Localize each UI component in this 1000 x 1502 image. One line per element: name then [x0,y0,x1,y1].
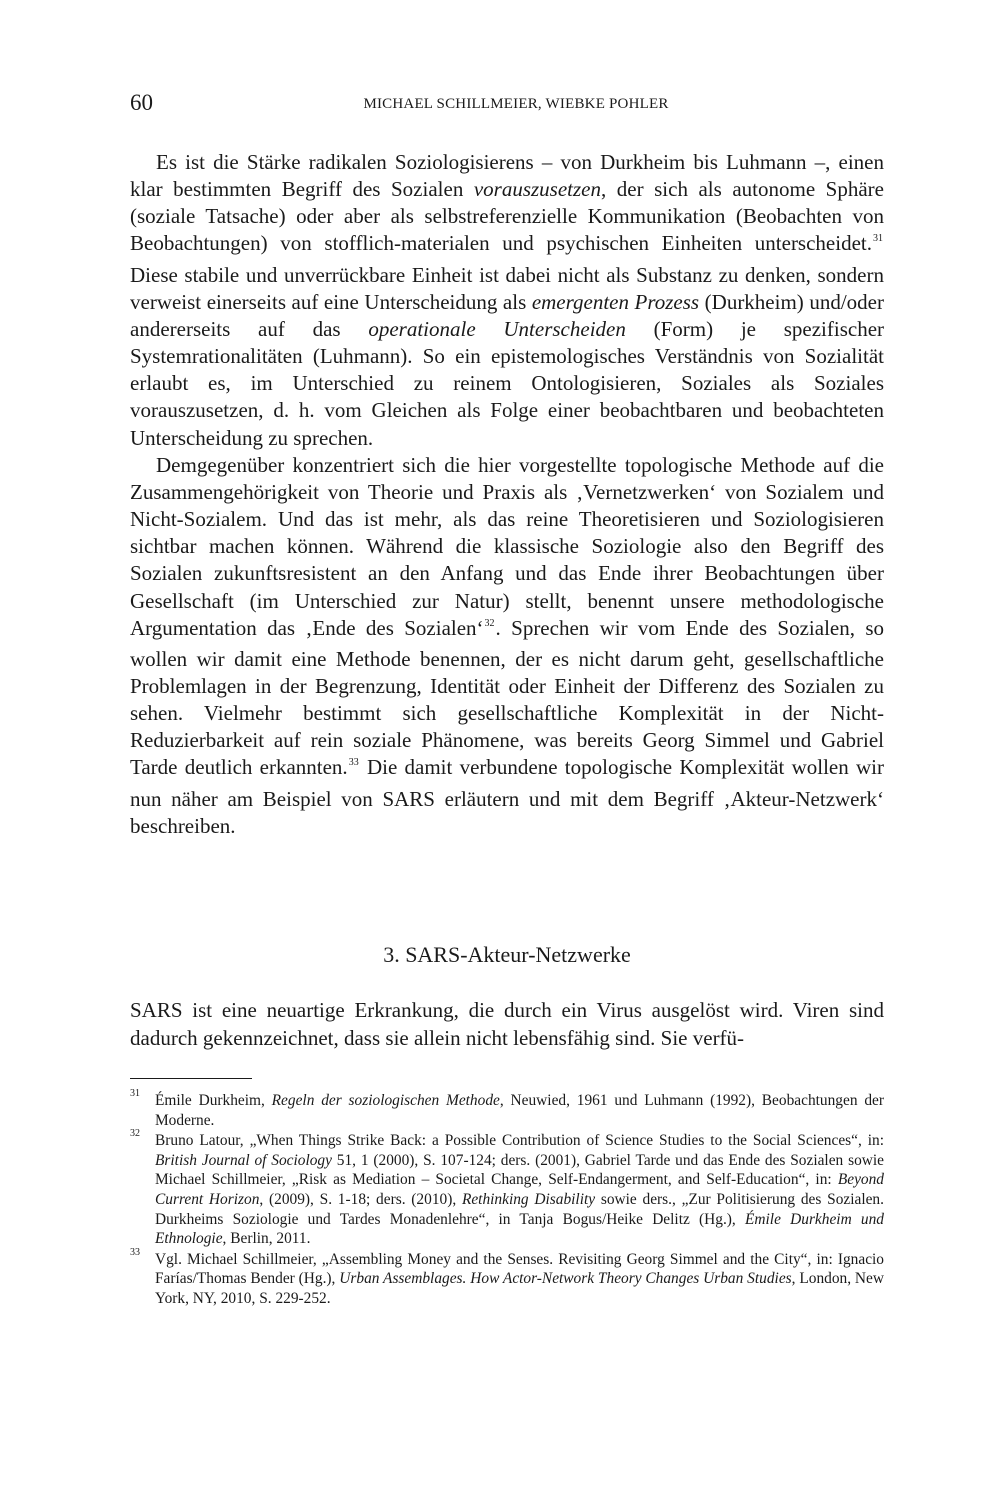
italic-run: British Journal of Sociology [155,1151,332,1169]
italic-run: emergenten Prozess [531,289,700,314]
running-head [130,90,884,120]
footnote-31 [130,1088,884,1130]
italic-run: Urban Assemblages. How Actor-Network Theory Changes Urban Studies [339,1270,792,1288]
text-run: (Form) je spezifischer Systemrationalitäten (Luhmann). So ein epistemologisches Verständnis von Sozialität erlaubt es, im Unterschied zu reinem Ontologisieren, Soziales als Soziales vorauszusetzen, d. h. vom Gleichen als Folge einer beobachtbaren und beobachteten Unterscheidung zu sprechen. [130,316,885,450]
text-run: Es ist die Stärke radikalen Soziologisierens – von Durkheim bis Luhmann –, einen klar bestimmten Begriff des Sozialen [130,150,884,202]
italic-run: Beyond Current Horizon [155,1171,884,1208]
running-head-authors: MICHAEL SCHILLMEIER, WIEBKE POHLER [363,96,669,112]
text-run: 51, 1 (2000), S. 107-124; ders. (2001), Gabriel Tarde und das Ende des Sozialen sowie Michael Schillmeier, „Risk as Mediation – Societal Change, Self-Endangerment, and Self-Education“, in: [155,1151,884,1189]
text-run: sowie ders., „Zur Politisierung des Sozialen. Durkheims Soziologie und Tardes Monadenlehre“, in Tanja Bogus/Heike Delitz (Hg.), [155,1190,884,1228]
italic-run: Émile Durkheim und Ethnologie [155,1210,884,1248]
italic-run: Regeln der soziologischen Methode [271,1092,500,1109]
italic-run: Rethinking Disability [461,1190,596,1208]
text-run: Diese stabile und unverrückbare Einheit ist dabei nicht als Substanz zu denken, sondern verweist einerseits auf eine Unterscheidung als [130,262,884,314]
text-run: , Neuwied, 1961 und Luhmann (1992), Beobachtungen der Moderne. [155,1092,884,1129]
text-run: Bruno Latour, „When Things Strike Back: a Possible Contribution of Science Studies to the Social Sciences“, in: [155,1132,884,1150]
italic-run: operationale Unterscheiden [368,316,626,341]
text-run: , Berlin, 2011. [222,1230,311,1248]
footnote-number: 31 [130,1088,140,1099]
footnote-number: 33 [130,1246,140,1258]
text-run: , der sich als autonome Sphäre (soziale Tatsache) oder aber als selbstreferenzielle Kommunikation (Beobachten von Beobachtungen) von stofflich-materialen und psychischen Einheiten unterscheidet. [130,177,884,256]
page-number: 60 [130,90,153,115]
footnotes [130,1088,884,1310]
text-run: Émile Durkheim, [155,1092,272,1109]
text-run: Die damit verbundene topologische Komplexität wollen wir nun näher am Beispiel von SARS erläutern und mit dem Begriff ‚Akteur-Netzwerk‘ beschreiben. [130,755,884,838]
text-run: Demgegenüber konzentriert sich die hier vorgestellte topologische Methode auf die Zusammengehörigkeit von Theorie und Praxis als ‚Vernetzwerken‘ von Sozialem und Nicht-Sozialem. Und das ist mehr, als das reine Theoretisieren und Soziologisieren sichtbar machen können. Während die klassische Soziologie also den Begriff des Sozialen zukunftsresistent an den Anfang und das Ende ihrer Beobachtungen über Gesellschaft (im Unterschied zur Natur) stellt, benennt unsere methodologische Argumentation das ‚Ende des Sozialen‘ [130,452,884,640]
text-run: (Durkheim) und/oder andererseits auf das [130,289,884,341]
paragraph-1 [130,149,884,452]
footnote-ref-32[interactable]: 32 [484,617,495,629]
italic-run: vorauszusetzen [473,177,602,202]
body-text [130,149,884,840]
text-run: , London, New York, NY, 2010, S. 229-252. [155,1270,884,1307]
footnote-number: 32 [130,1128,140,1140]
footnote-divider [130,1078,252,1079]
text-run: Vgl. Michael Schillmeier, „Assembling Money and the Senses. Revisiting Georg Simmel and the City“, in: Ignacio Farías/Thomas Bender (Hg.), [155,1250,884,1288]
text-run: , (2009), S. 1-18; ders. (2010), [259,1190,462,1208]
section-heading: 3. SARS-Akteur-Netzwerke [383,942,631,967]
footnote-ref-33[interactable]: 33 [348,757,359,769]
footnote-32 [130,1128,884,1249]
section-paragraph: SARS ist eine neuartige Erkrankung, die durch ein Virus ausgelöst wird. Viren sind dadurch gekennzeichnet, dass sie allein nicht lebensfähig sind. Sie verfü- [130,998,884,1050]
text-run: . Sprechen wir vom Ende des Sozialen, so wollen wir damit eine Methode benennen, der es nicht darum geht, gesellschaftliche Problemlagen in der Begrenzung, Identität oder Einheit der Differenz des Sozialen zu sehen. Vielmehr bestimmt sich gesellschaftliche Komplexität in der Nicht-Reduzierbarkeit auf rein soziale Phänomene, was bereits Georg Simmel und Gabriel Tarde deutlich erkannten. [130,615,884,780]
footnote-33 [130,1246,884,1309]
footnote-ref-31[interactable]: 31 [873,233,883,245]
paragraph-2 [130,452,884,840]
